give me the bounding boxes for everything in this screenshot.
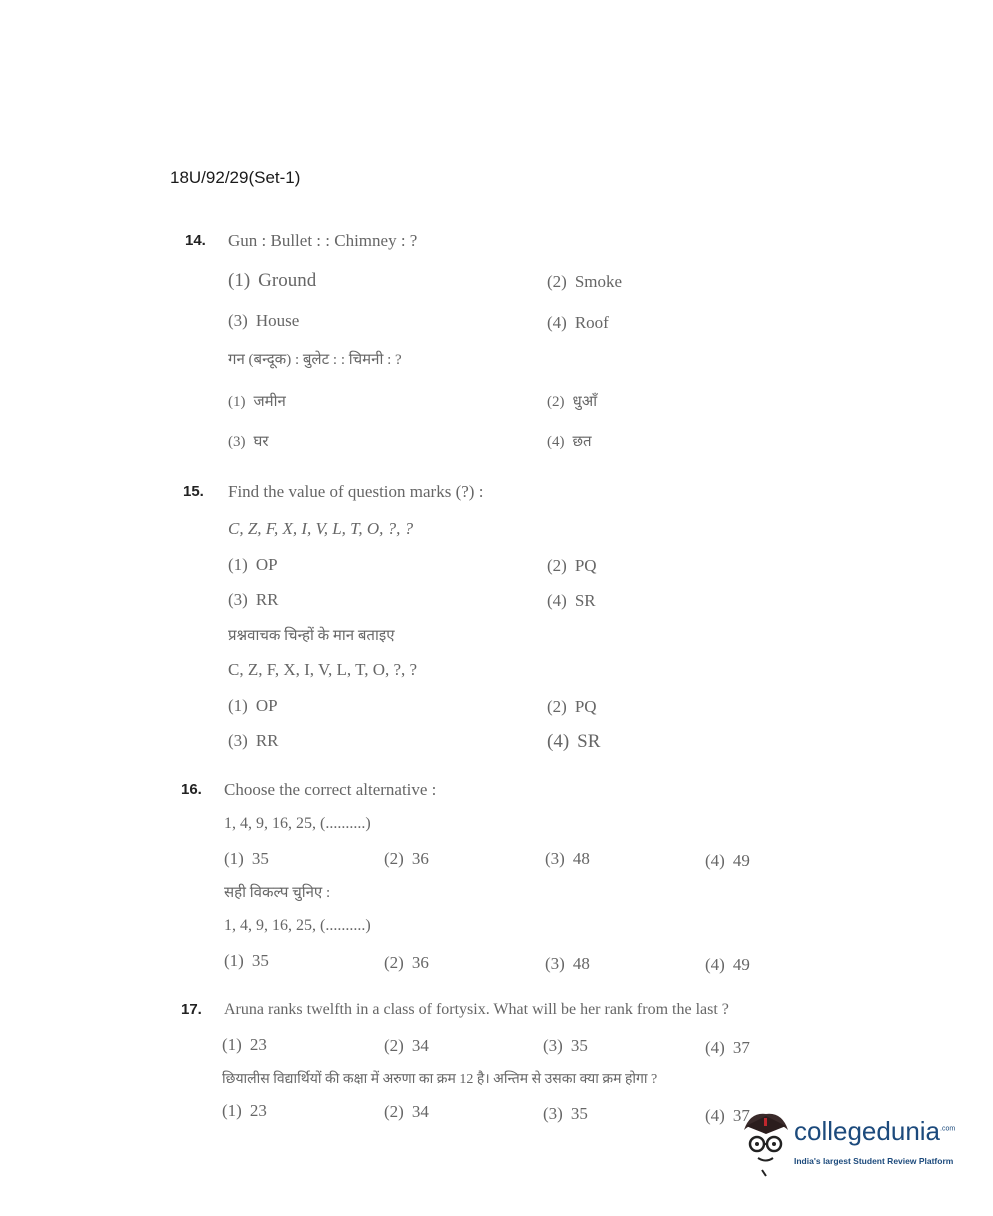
- letter-sequence-hi: C, Z, F, X, I, V, L, T, O, ?, ?: [228, 660, 418, 679]
- option-2-hi: (2) धुआँ: [547, 394, 598, 410]
- brand-tagline: India's largest Student Review Platform: [794, 1156, 954, 1166]
- option-3-hi: (3) 48: [545, 954, 590, 973]
- question-text-en: Find the value of question marks (?) :: [228, 482, 484, 501]
- option-1-hi: (1) OP: [228, 696, 278, 715]
- option-1-en: (1) 23: [222, 1035, 267, 1054]
- option-2-en: (2) 34: [384, 1036, 429, 1055]
- question-number: 14.: [185, 232, 206, 249]
- option-3-en: (3) RR: [228, 590, 279, 609]
- number-sequence-hi: 1, 4, 9, 16, 25, (..........): [224, 917, 371, 934]
- paper-code: 18U/92/29(Set-1): [170, 168, 301, 187]
- option-2-en: (2) PQ: [547, 556, 597, 575]
- question-text-hi: गन (बन्दूक) : बुलेट : : चिमनी : ?: [228, 352, 402, 368]
- option-3-en: (3) 35: [543, 1036, 588, 1055]
- option-4-en: (4) 37: [705, 1038, 750, 1057]
- option-4-hi: (4) छत: [547, 434, 592, 450]
- brand-name: collegedunia$^{.com}$: [794, 1116, 956, 1146]
- option-2-hi: (2) PQ: [547, 697, 597, 716]
- letter-sequence-en: C, Z, F, X, I, V, L, T, O, ?, ?: [228, 519, 414, 538]
- option-4-hi: (4) 37: [705, 1106, 750, 1125]
- question-number: 16.: [181, 781, 202, 798]
- option-1-hi: (1) 23: [222, 1101, 267, 1120]
- option-3-hi: (3) 35: [543, 1104, 588, 1123]
- option-2-en: (2) Smoke: [547, 272, 623, 291]
- question-text-en: Aruna ranks twelfth in a class of fortysix. What will be her rank from the last ?: [224, 1001, 729, 1018]
- option-4-hi: (4) SR: [547, 731, 601, 752]
- option-1-en: (1) 35: [224, 849, 269, 868]
- option-1-en: (1) Ground: [228, 270, 317, 291]
- option-3-en: (3) 48: [545, 849, 590, 868]
- mascot-icon: [736, 1108, 794, 1178]
- option-2-en: (2) 36: [384, 849, 429, 868]
- question-text-hi: सही विकल्प चुनिए :: [224, 885, 331, 901]
- option-3-hi: (3) RR: [228, 731, 279, 750]
- option-3-hi: (3) घर: [228, 434, 269, 450]
- option-1-hi: (1) 35: [224, 951, 269, 970]
- option-2-hi: (2) 34: [384, 1102, 429, 1121]
- option-1-en: (1) OP: [228, 555, 278, 574]
- option-1-hi: (1) जमीन: [228, 394, 286, 410]
- option-4-en: (4) SR: [547, 591, 596, 610]
- option-4-en: (4) Roof: [547, 313, 609, 332]
- option-4-hi: (4) 49: [705, 955, 750, 974]
- question-text-hi: छियालीस विद्यार्थियों की कक्षा में अरुणा का क्रम 12 है। अन्तिम से उसका क्या क्रम होगा ?: [222, 1072, 658, 1087]
- option-3-en: (3) House: [228, 311, 300, 330]
- question-text-hi: प्रश्नवाचक चिन्हों के मान बताइए: [228, 628, 395, 644]
- collegedunia-watermark: [736, 1108, 966, 1178]
- question-number: 17.: [181, 1001, 202, 1018]
- number-sequence-en: 1, 4, 9, 16, 25, (..........): [224, 815, 371, 832]
- question-text-en: Choose the correct alternative :: [224, 780, 437, 799]
- question-number: 15.: [183, 483, 204, 500]
- option-4-en: (4) 49: [705, 851, 750, 870]
- question-text-en: Gun : Bullet : : Chimney : ?: [228, 231, 418, 250]
- option-2-hi: (2) 36: [384, 953, 429, 972]
